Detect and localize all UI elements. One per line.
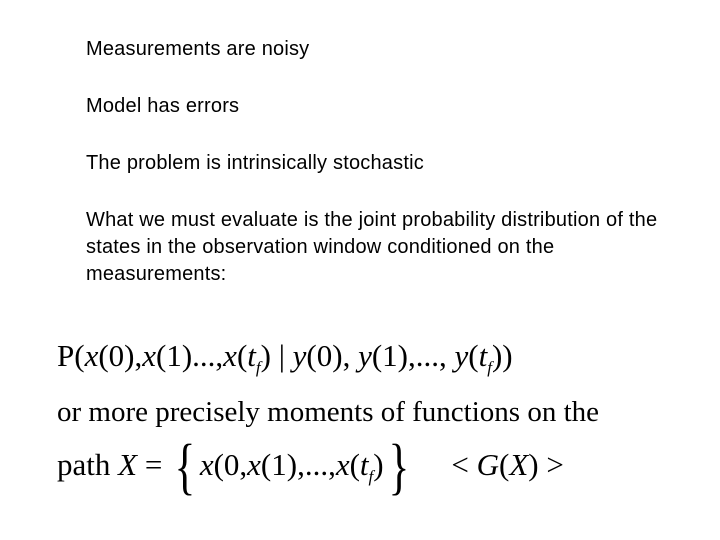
bullet-joint-probability: What we must evaluate is the joint probability distribution of the states in the observation window conditioned on the measurements: [86,209,658,285]
bullet-stochastic: The problem is intrinsically stochastic [86,152,424,174]
path-definition-equation: path X = { $x(0,x(1),...,x(t_f)\} < G(X)$ > [57,433,564,501]
joint-probability-equation: $P(x(0),x(1)...,x(t_f)$ | y(0), y(1),..., $y(t_f)$) [57,338,513,377]
bullet-model-errors: Model has errors [86,95,240,117]
moments-text: or more precisely moments of functions on the [57,396,600,428]
bullet-noisy-measurements: Measurements are noisy [86,38,310,60]
